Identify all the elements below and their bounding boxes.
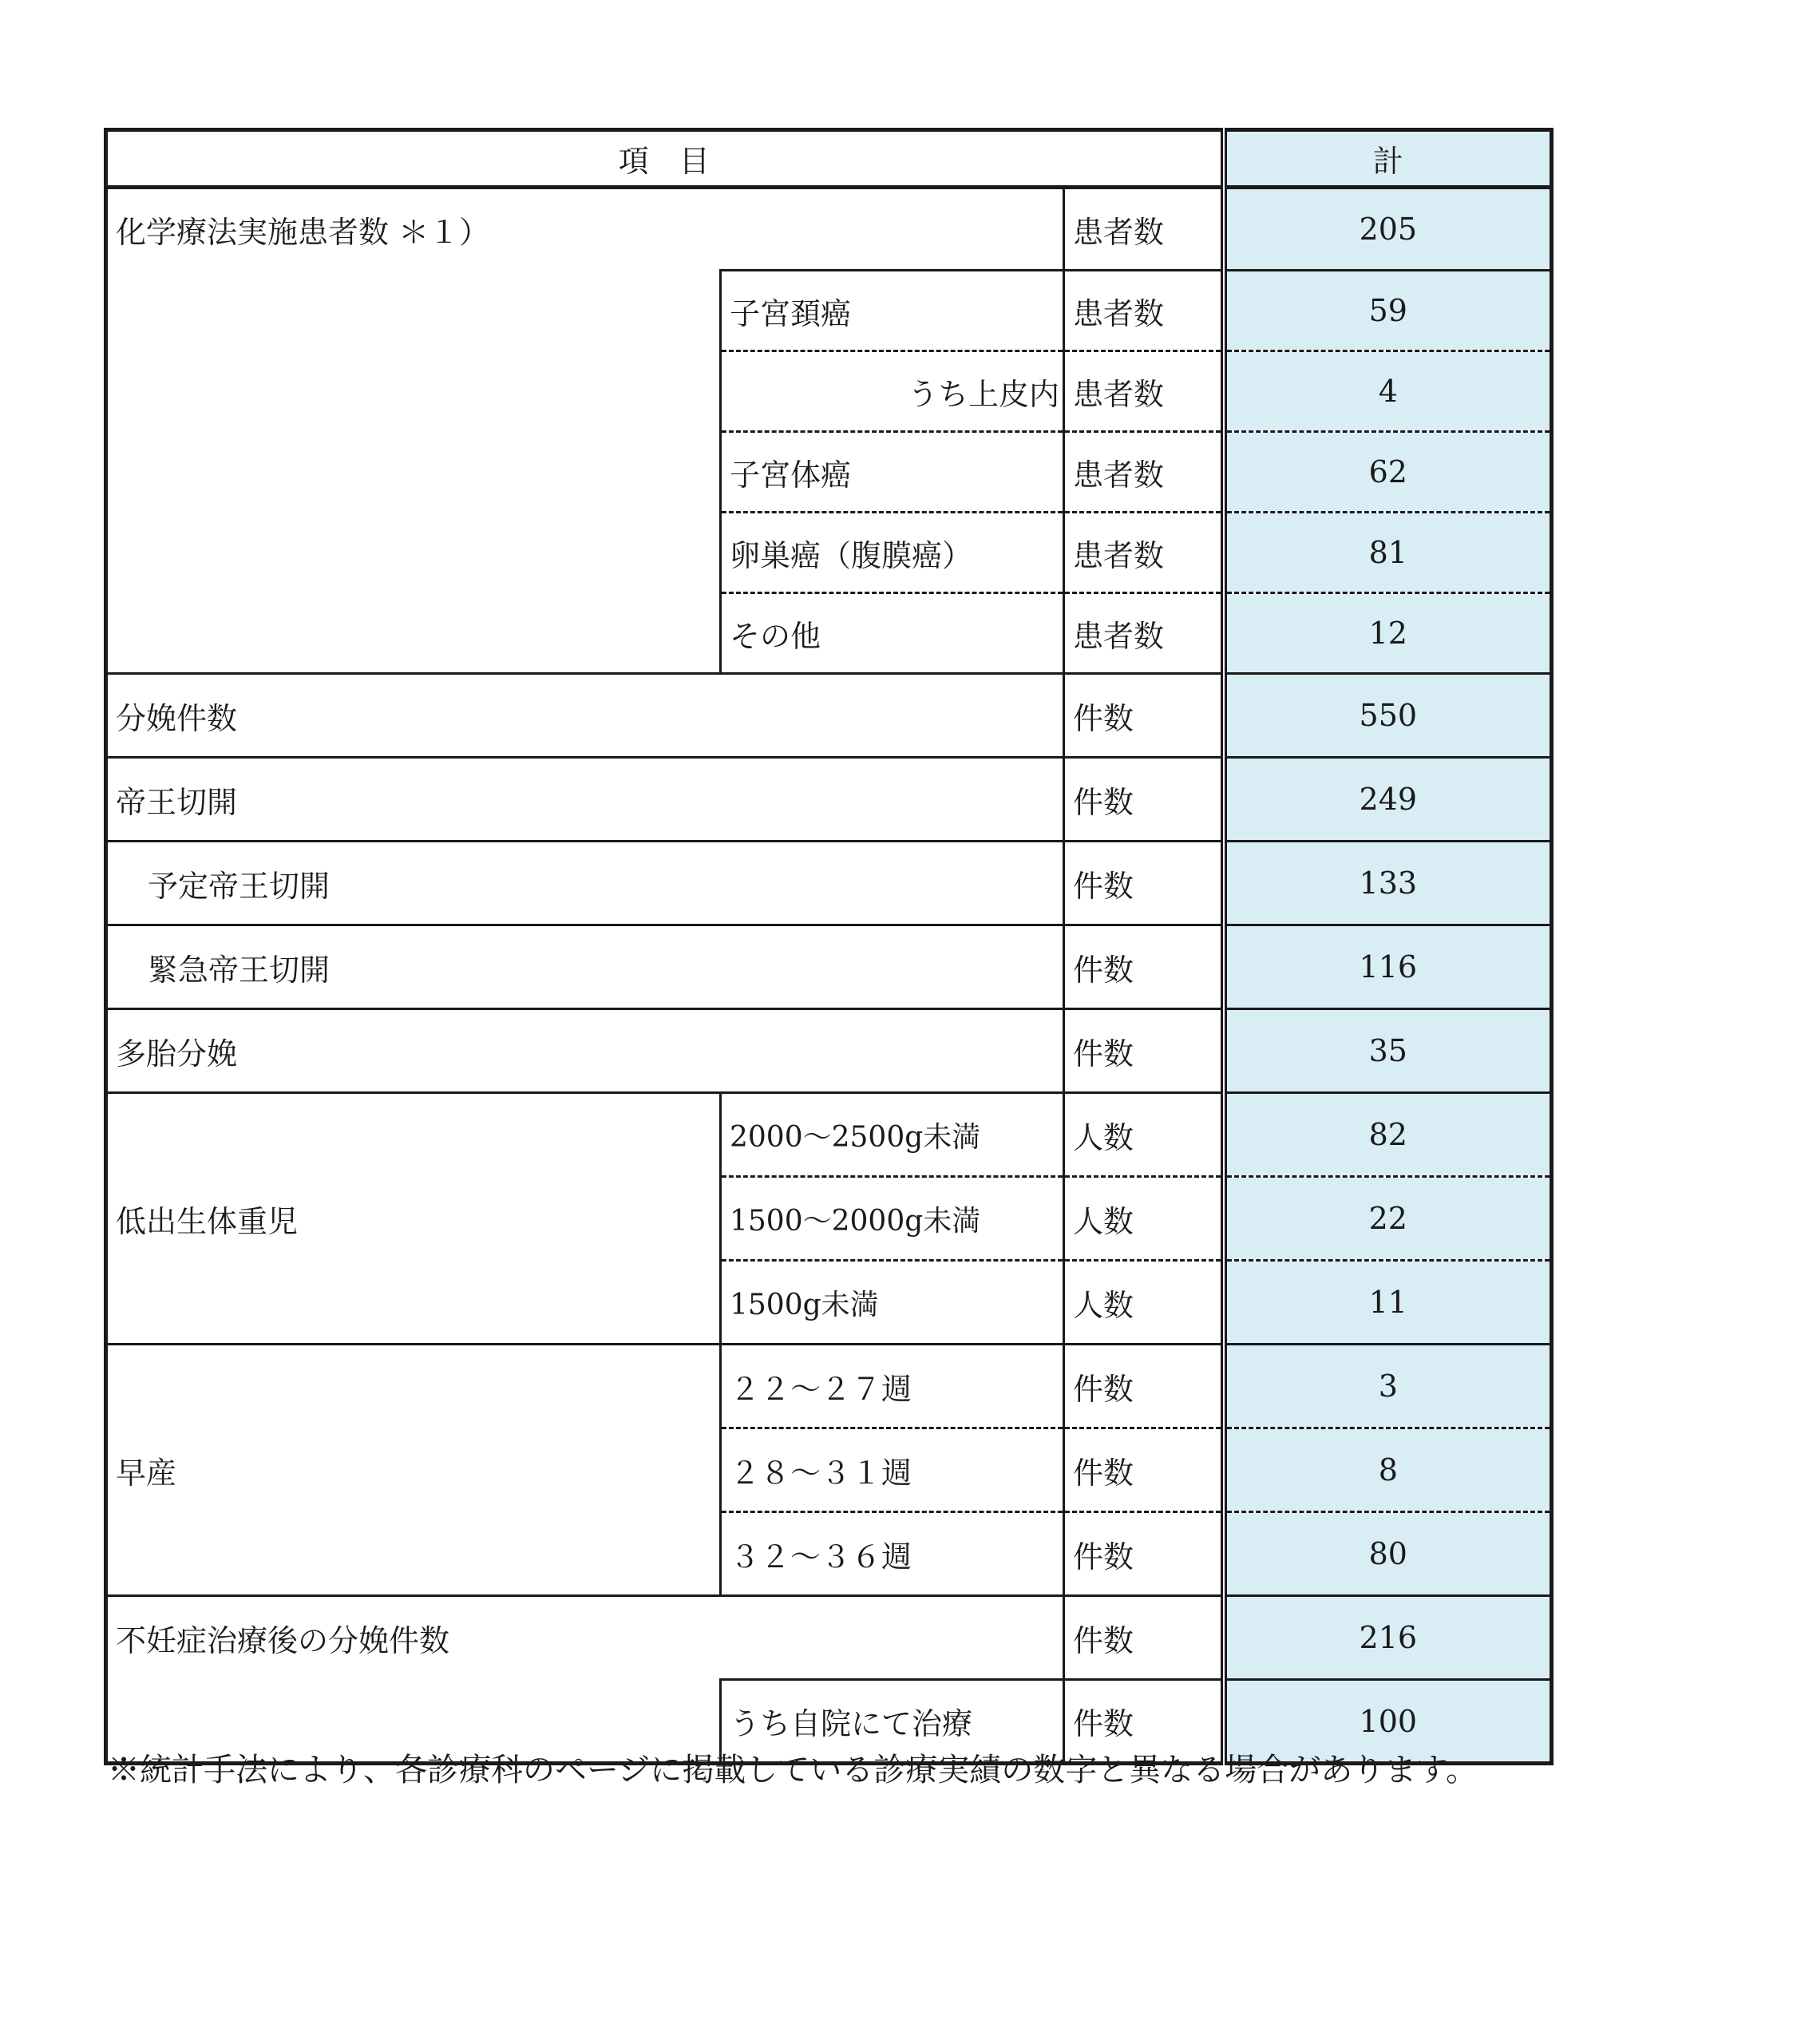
table-row: [106, 925, 1552, 1009]
lbw-sub-unit: 人数: [1064, 1177, 1224, 1261]
header-row: [106, 130, 1552, 188]
row-unit: 件数: [1064, 758, 1224, 842]
row-label: 帝王切開: [106, 758, 1064, 842]
lbw-sub-label: 1500～2000g未満: [721, 1177, 1064, 1261]
preterm-sub-value: 3: [1224, 1345, 1552, 1428]
row-label: 多胎分娩: [106, 1009, 1064, 1093]
lbw-sub-label: 2000～2500g未満: [721, 1093, 1064, 1177]
lbw-sub-unit: 人数: [1064, 1261, 1224, 1345]
chemo-sub-unit: 患者数: [1064, 513, 1224, 593]
lbw-sub-value: 82: [1224, 1093, 1552, 1177]
row-unit: 件数: [1064, 674, 1224, 758]
infertility-unit: 件数: [1064, 1596, 1224, 1680]
chemo-label: 化学療法実施患者数 ＊１）: [106, 188, 1064, 271]
row-label: 分娩件数: [106, 674, 1064, 758]
header-total-cell: 計: [1224, 130, 1552, 188]
chemo-sub-unit: 患者数: [1064, 351, 1224, 432]
preterm-sub-value: 8: [1224, 1428, 1552, 1512]
preterm-sub-unit: 件数: [1064, 1345, 1224, 1428]
table-row: [106, 674, 1552, 758]
row-value: 116: [1224, 925, 1552, 1009]
lbw-sub-value: 22: [1224, 1177, 1552, 1261]
table-row: [106, 271, 1552, 351]
lbw-label: 低出生体重児: [106, 1093, 721, 1345]
row-value: 35: [1224, 1009, 1552, 1093]
chemo-blank: [106, 271, 721, 674]
lbw-sub-value: 11: [1224, 1261, 1552, 1345]
row-unit: 件数: [1064, 842, 1224, 925]
table-row: [106, 188, 1552, 271]
chemo-sub-unit: 患者数: [1064, 432, 1224, 513]
table-row: [106, 1093, 1552, 1177]
chemo-sub-label: 子宮体癌: [721, 432, 1064, 513]
preterm-sub-label: ３２～３６週: [721, 1512, 1064, 1596]
chemo-sub-unit: 患者数: [1064, 593, 1224, 674]
statistics-table: [104, 128, 1554, 1765]
preterm-sub-label: ２８～３１週: [721, 1428, 1064, 1512]
infertility-sub-value: 100: [1224, 1680, 1552, 1764]
lbw-sub-label: 1500g未満: [721, 1261, 1064, 1345]
infertility-sub-unit: 件数: [1064, 1680, 1224, 1764]
chemo-sub-label: 卵巣癌（腹膜癌）: [721, 513, 1064, 593]
lbw-sub-unit: 人数: [1064, 1093, 1224, 1177]
chemo-unit: 患者数: [1064, 188, 1224, 271]
preterm-sub-unit: 件数: [1064, 1428, 1224, 1512]
infertility-sub-label: うち自院にて治療: [721, 1680, 1064, 1764]
infertility-label: 不妊症治療後の分娩件数: [106, 1596, 1064, 1680]
chemo-sub-value: 4: [1224, 351, 1552, 432]
preterm-sub-label: ２２～２７週: [721, 1345, 1064, 1428]
row-value: 133: [1224, 842, 1552, 925]
chemo-sub-value: 12: [1224, 593, 1552, 674]
chemo-sub-value: 81: [1224, 513, 1552, 593]
header-item-cell: [106, 130, 1224, 188]
row-label: 緊急帝王切開: [106, 925, 1064, 1009]
preterm-sub-value: 80: [1224, 1512, 1552, 1596]
chemo-value: 205: [1224, 188, 1552, 271]
chemo-sub-label: 子宮頚癌: [721, 271, 1064, 351]
table-row: [106, 1345, 1552, 1428]
row-label: 予定帝王切開: [106, 842, 1064, 925]
preterm-sub-unit: 件数: [1064, 1512, 1224, 1596]
row-unit: 件数: [1064, 1009, 1224, 1093]
preterm-label: 早産: [106, 1345, 721, 1596]
row-value: 249: [1224, 758, 1552, 842]
row-unit: 件数: [1064, 925, 1224, 1009]
chemo-sub-value: 62: [1224, 432, 1552, 513]
chemo-sub-value: 59: [1224, 271, 1552, 351]
chemo-sub-unit: 患者数: [1064, 271, 1224, 351]
chemo-sub-label: うち上皮内: [721, 351, 1064, 432]
infertility-value: 216: [1224, 1596, 1552, 1680]
table-row: [106, 1596, 1552, 1680]
row-value: 550: [1224, 674, 1552, 758]
chemo-sub-label: その他: [721, 593, 1064, 674]
table-row: [106, 758, 1552, 842]
table-row: [106, 1009, 1552, 1093]
header-item-label: 項 目: [618, 144, 710, 179]
footnote: ※統計手法により、各診療科のページに掲載している診療実績の数字と異なる場合があります。: [108, 1752, 1478, 1788]
table-row: [106, 842, 1552, 925]
